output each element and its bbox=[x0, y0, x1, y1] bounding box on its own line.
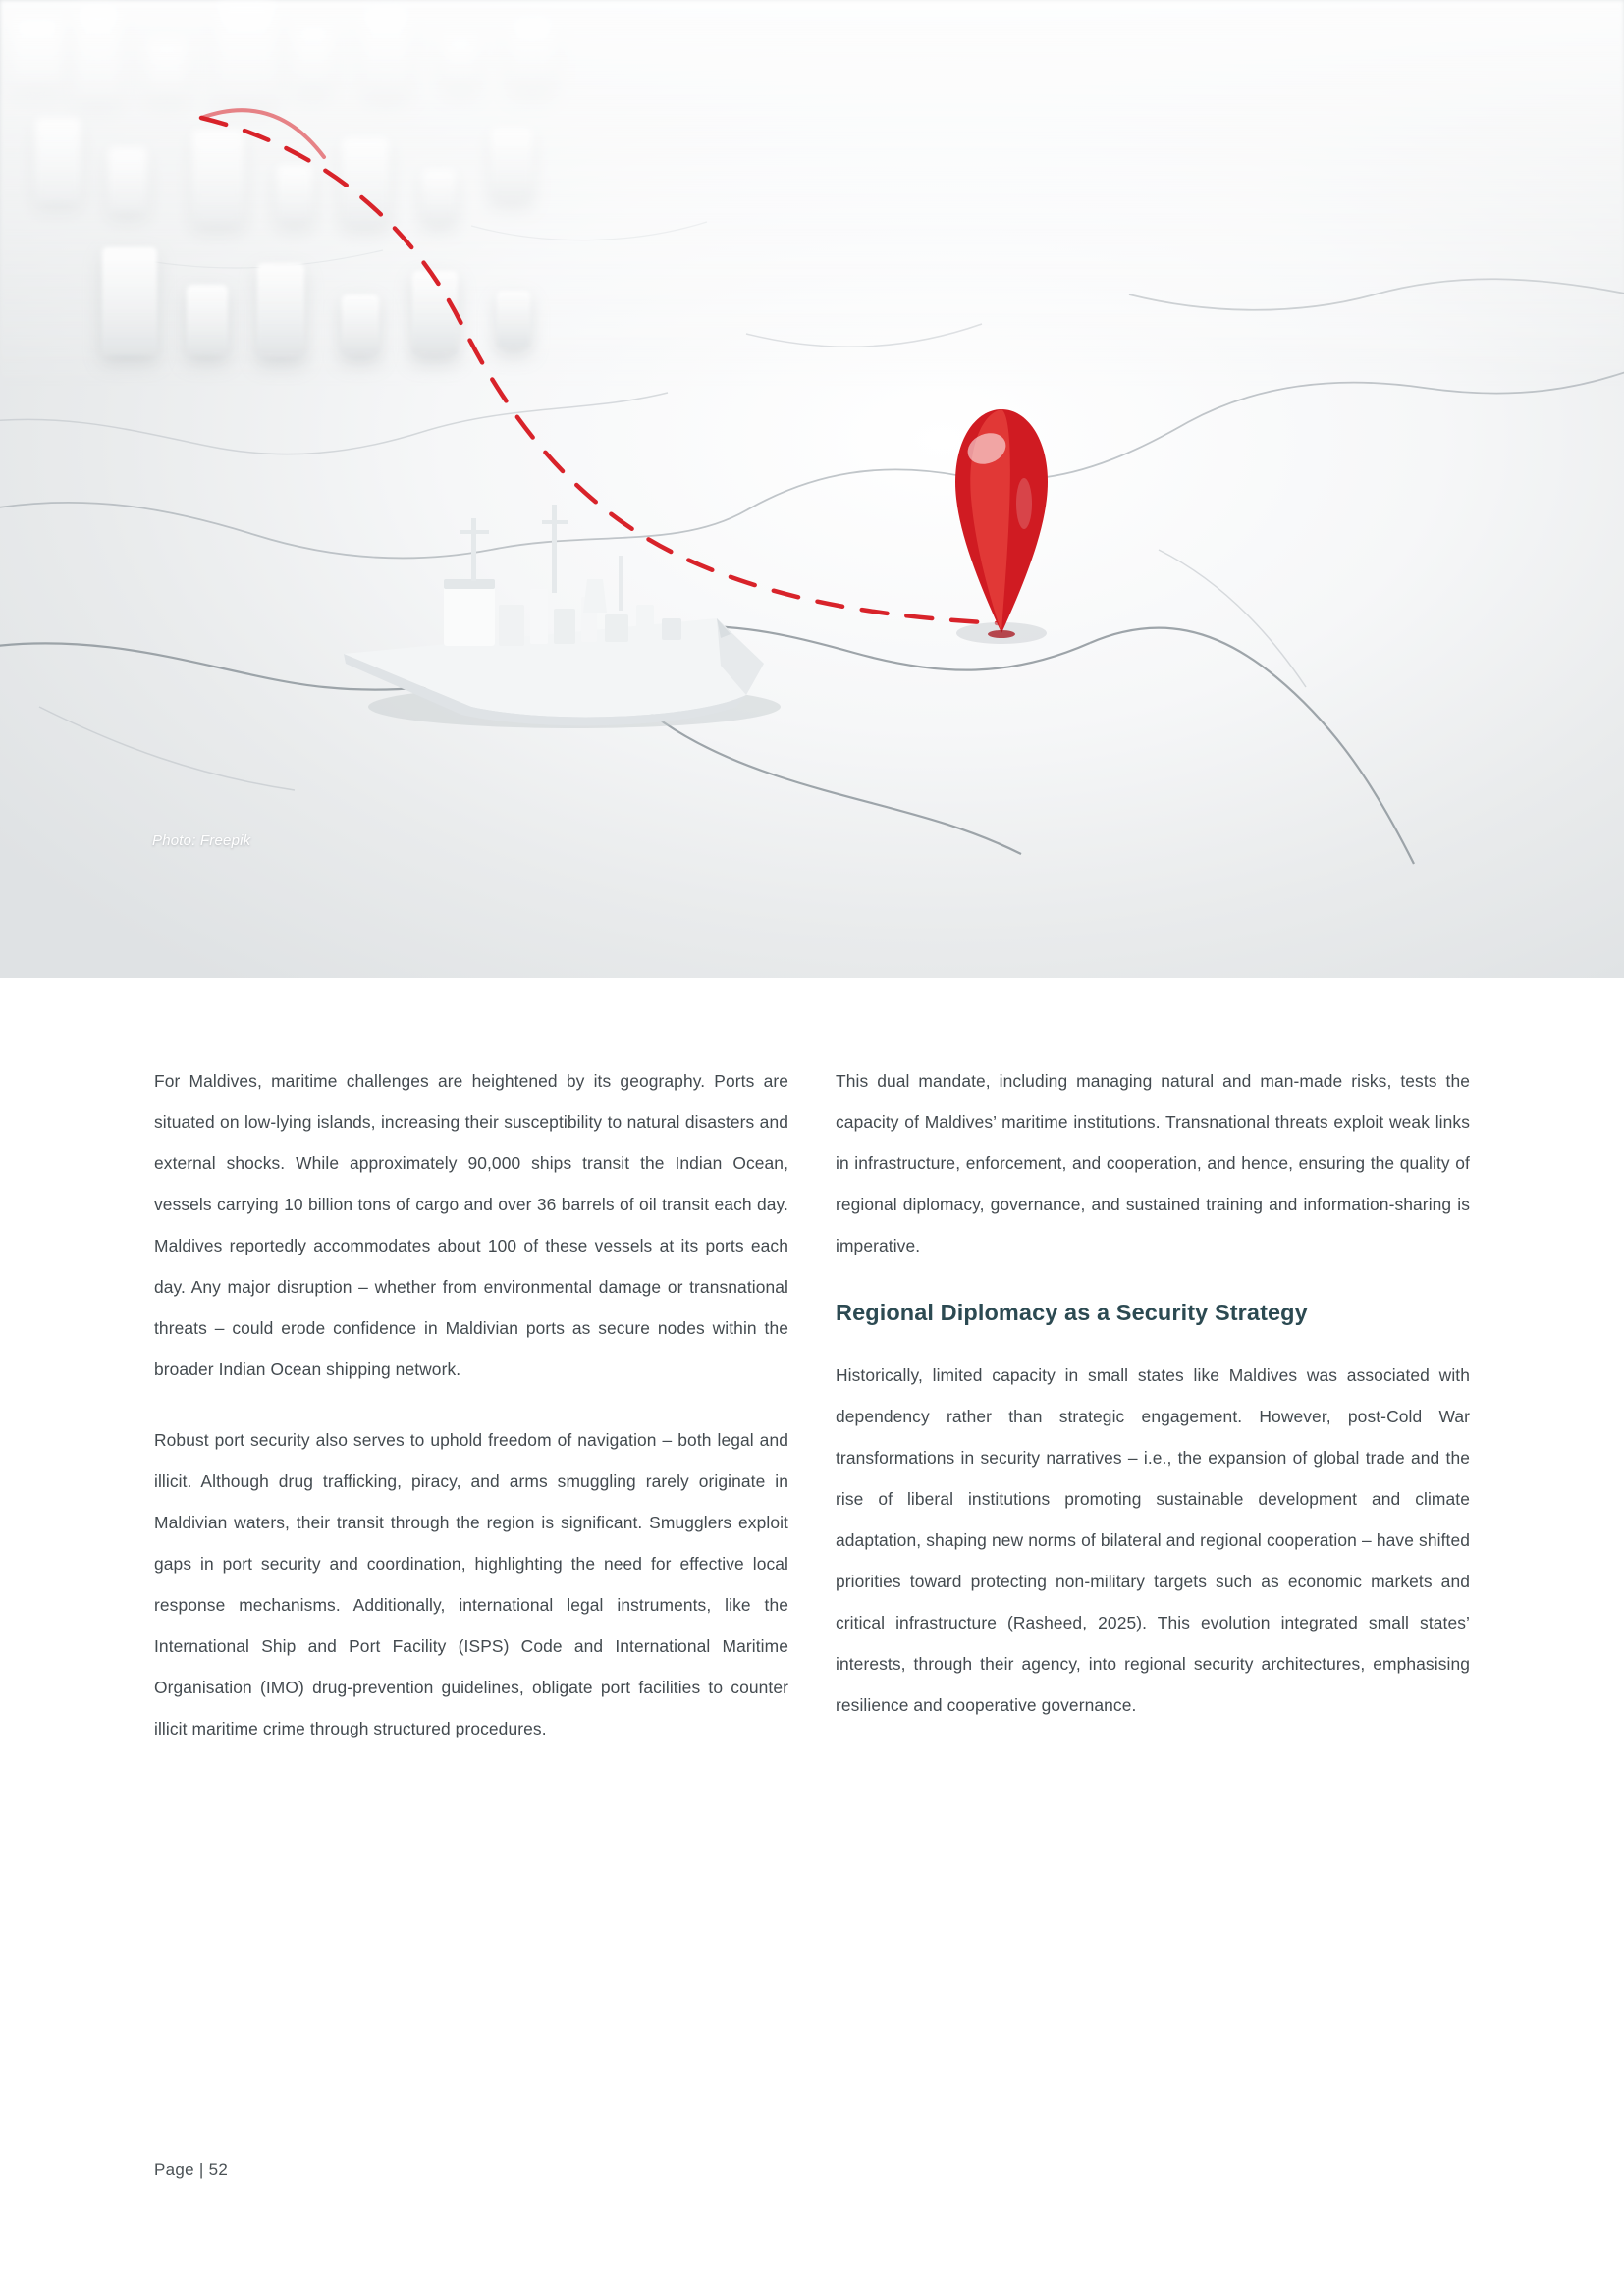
paragraph: Robust port security also serves to uphold freedom of navigation – both legal and illicit. Although drug trafficking, piracy, and arms smuggling rarely originate in Maldivian waters, their transit through the region is significant. Smugglers exploit gaps in port security and coordination, highlighting the need for effective local response mechanisms. Additionally, international legal instruments, like the International Ship and Port Facility (ISPS) Code and International Maritime Organisation (IMO) drug-prevention guidelines, obligate port facilities to counter illicit maritime crime through structured procedures. bbox=[154, 1430, 788, 1738]
text-columns bbox=[154, 1060, 1470, 1749]
photo-credit: Photo: Freepik bbox=[152, 832, 251, 849]
paragraph: This dual mandate, including managing natural and man-made risks, tests the capacity of Maldives’ maritime institutions. Transnational threats exploit weak links in infrastructure, enforcement, and cooperation, and hence, ensuring the quality of regional diplomacy, governance, and sustained training and information-sharing is imperative. bbox=[836, 1071, 1470, 1255]
section-heading: Regional Diplomacy as a Security Strategy bbox=[836, 1300, 1308, 1325]
right-column bbox=[836, 1060, 1470, 1749]
ship-model-icon bbox=[324, 461, 815, 756]
left-column bbox=[154, 1060, 788, 1749]
page-body bbox=[0, 978, 1624, 2296]
paragraph: For Maldives, maritime challenges are heightened by its geography. Ports are situated on low-lying islands, increasing their susceptibility to natural disasters and external shocks. While approximately 90,000 ships transit the Indian Ocean, vessels carrying 10 billion tons of cargo and over 36 barrels of oil transit each day. Maldives reportedly accommodates about 100 of these vessels at its ports each day. Any major disruption – whether from environmental damage or transnational threats – could erode confidence in Maldivian ports as secure nodes within the broader Indian Ocean shipping network. bbox=[154, 1071, 788, 1379]
hero-image bbox=[0, 0, 1624, 978]
page-number: Page | 52 bbox=[154, 2161, 229, 2179]
map-pin-icon bbox=[938, 388, 1065, 648]
paragraph: Historically, limited capacity in small states like Maldives was associated with dependency rather than strategic engagement. However, post-Cold War transformations in security narratives – i.e., the expansion of global trade and the rise of liberal institutions promoting sustainable development and climate adaptation, shaping new norms of bilateral and regional cooperation – have shifted priorities toward protecting non-military targets such as economic markets and critical infrastructure (Rasheed, 2025). This evolution integrated small states’ interests, through their agency, into regional security architectures, emphasising resilience and cooperative governance. bbox=[836, 1365, 1470, 1715]
